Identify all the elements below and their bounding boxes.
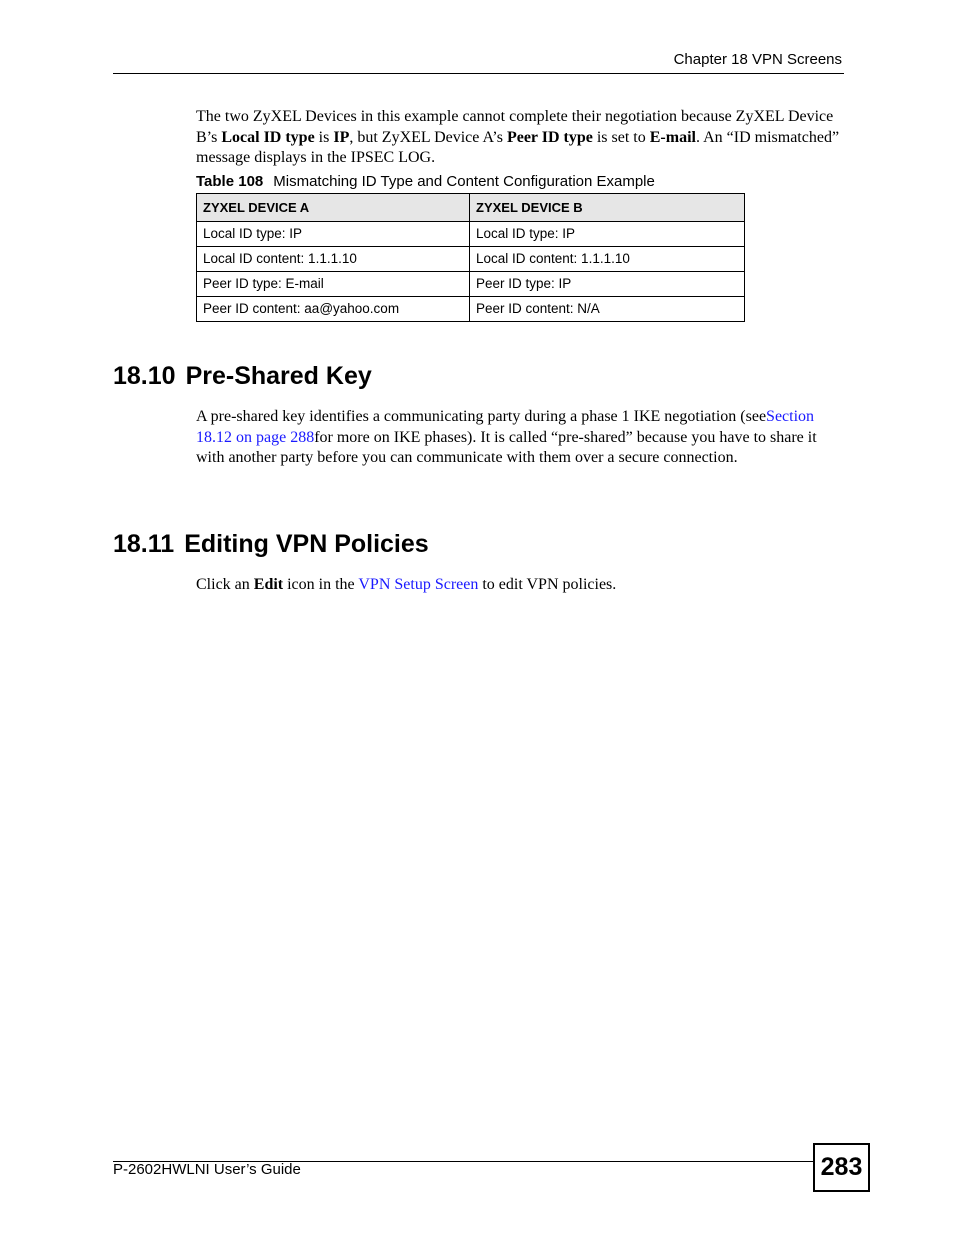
id-mismatch-table — [196, 193, 745, 322]
table-caption-text: Mismatching ID Type and Content Configuration Example — [273, 173, 655, 190]
table-cell: Peer ID content: N/A — [470, 297, 745, 322]
intro-paragraph — [196, 107, 846, 169]
psk-text-2: for more on IKE phases). It is called “pre-shared” because you have to share it with another party before you can communicate with them over a secure connection. — [196, 428, 817, 466]
intro-text-2: is — [314, 128, 334, 146]
psk-text-1: A pre-shared key identifies a communicating party during a phase 1 IKE negotiation (see — [196, 408, 767, 425]
pre-shared-key-paragraph — [196, 407, 846, 469]
intro-text-5: . An “ID mismatched” message displays in the IPSEC LOG. — [196, 128, 840, 166]
table-caption-label: Table 108 — [196, 173, 264, 190]
vpn-setup-screen-link[interactable]: VPN Setup Screen — [358, 576, 479, 593]
intro-text-4: is set to — [592, 128, 650, 146]
section-heading-editing-vpn-policies — [113, 530, 429, 559]
table-caption — [196, 173, 655, 190]
table-cell: Peer ID type: E-mail — [197, 272, 470, 297]
table-header-cell: ZYXEL DEVICE A — [197, 194, 470, 222]
footer-guide-title: P-2602HWLNI User’s Guide — [113, 1161, 301, 1178]
table-cell: Peer ID content: aa@yahoo.com — [197, 297, 470, 322]
edit-text-1: Click an — [196, 576, 254, 593]
running-header: Chapter 18 VPN Screens — [673, 51, 842, 68]
intro-bold-email: E-mail — [649, 128, 696, 146]
section-title: Editing VPN Policies — [184, 530, 429, 558]
table-cell: Local ID content: 1.1.1.10 — [197, 247, 470, 272]
intro-text-1: The two ZyXEL Devices in this example cannot complete their negotiation because ZyXEL Device B’s — [196, 108, 834, 146]
table-header-cell: ZYXEL DEVICE B — [470, 194, 745, 222]
section-link[interactable]: Section 18.12 on page 288 — [196, 408, 815, 446]
header-rule — [113, 73, 844, 74]
edit-text-3: to edit VPN policies. — [478, 576, 617, 593]
table-cell: Local ID type: IP — [470, 222, 745, 247]
table-row — [197, 222, 745, 247]
section-number: 18.10 — [113, 362, 176, 390]
intro-bold-peer-id-type: Peer ID type — [506, 128, 593, 146]
table-cell: Local ID type: IP — [197, 222, 470, 247]
page-number: 283 — [813, 1143, 870, 1192]
edit-text-2: icon in the — [283, 576, 359, 593]
section-number: 18.11 — [113, 530, 175, 558]
section-heading-pre-shared-key — [113, 362, 372, 391]
edit-bold: Edit — [253, 576, 284, 593]
table-row — [197, 272, 745, 297]
section-title: Pre-Shared Key — [185, 362, 372, 390]
table-cell: Local ID content: 1.1.1.10 — [470, 247, 745, 272]
table-header-row — [197, 194, 745, 222]
table-row — [197, 297, 745, 322]
intro-bold-ip: IP — [333, 128, 350, 146]
intro-bold-local-id-type: Local ID type — [221, 128, 315, 146]
intro-text-3: , but ZyXEL Device A’s — [349, 128, 507, 146]
table-cell: Peer ID type: IP — [470, 272, 745, 297]
table-row — [197, 247, 745, 272]
editing-vpn-paragraph — [196, 575, 846, 596]
